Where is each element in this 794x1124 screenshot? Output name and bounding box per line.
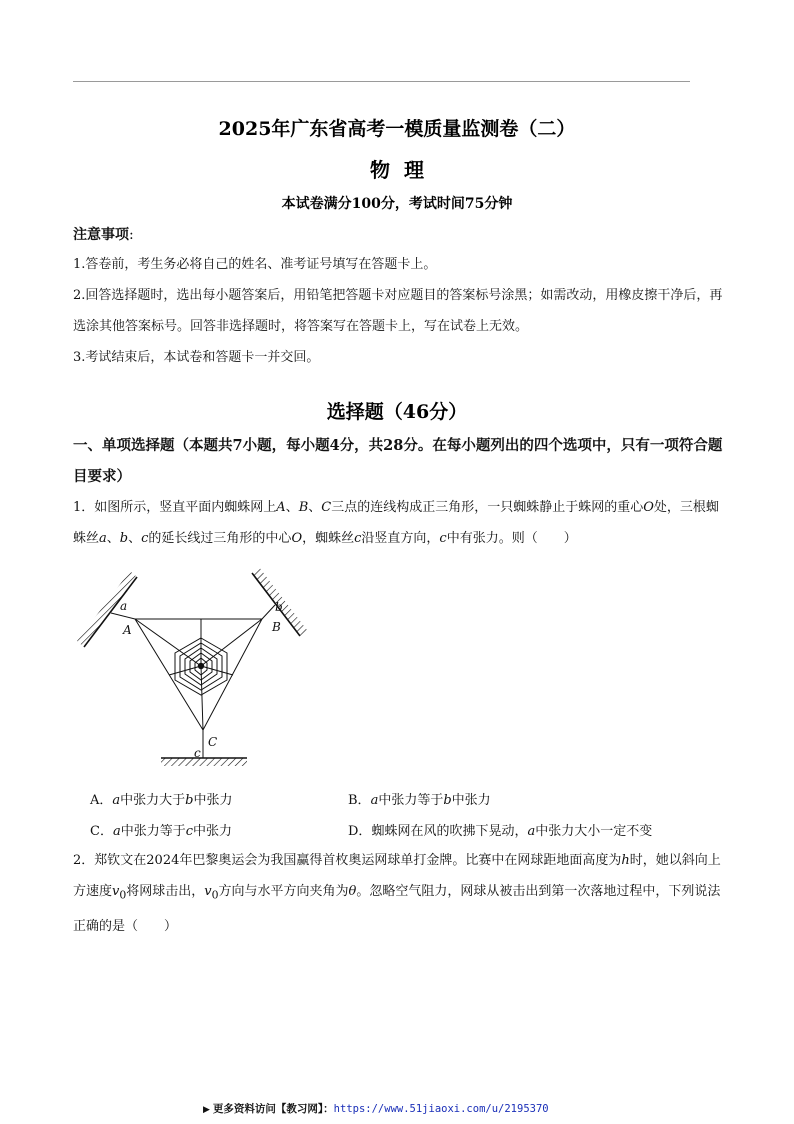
note-item-1: 1.答卷前，考生务必将自己的姓名、准考证号填写在答题卡上。 — [73, 257, 437, 272]
note-item-2: 2.回答选择题时，选出每小题答案后，用铅笔把答题卡对应题目的答案标号涂黑；如需改动，用橡皮擦干净后，再选涂其他答案标号。回答非选择题时，将答案写在答题卡上，写在试卷上无效。 — [73, 288, 723, 334]
part-heading: 一、单项选择题（本题共7小题，每小题4分，共28分。在每小题列出的四个选项中，只有一项符合题目要求） — [73, 437, 723, 485]
spider-web-figure — [75, 565, 307, 775]
option-c: C．a中张力等于c中张力 — [90, 824, 233, 839]
web-threads — [111, 605, 275, 758]
footer-promo: ▶ 更多资料访问【教习网】：https://www.51jiaoxi.com/u/2195370 — [203, 1103, 549, 1115]
option-a: A．a中张力大于b中张力 — [90, 793, 233, 808]
question-2-stem: 2．郑钦文在2024年巴黎奥运会为我国赢得首枚奥运网球单打金牌。比赛中在网球距地面高度为h时，她以斜向上方速度$v_0$将网球击出，$v_0$方向与水平方向夹角为θ。忽略空气阻力，网球从被击出到第一次落地过程中，下列说法正确的是（ ） — [73, 853, 721, 934]
exam-info: 本试卷满分100分，考试时间75分钟 — [281, 196, 513, 212]
subject-title: 物理 — [370, 158, 438, 182]
spider-dot — [198, 663, 204, 669]
label-c: c — [194, 746, 201, 760]
question-1-stem: 1．如图所示，竖直平面内蜘蛛网上A、B、C三点的连线构成正三角形，一只蜘蛛静止于蛛网的重心O处，三根蜘蛛丝a、b、c的延长线过三角形的中心O，蜘蛛丝c沿竖直方向，c中有张力。则（ ） — [73, 500, 719, 546]
note-item-3: 3.考试结束后，本试卷和答题卡一并交回。 — [73, 350, 320, 365]
page-title: 2025年广东省高考一模质量监测卷（二） — [218, 118, 576, 140]
notes-heading: 注意事项: — [73, 227, 134, 243]
section-title: 选择题（46分） — [326, 401, 468, 423]
label-b: b — [275, 600, 283, 614]
label-A: A — [123, 623, 132, 637]
top-divider — [73, 81, 690, 82]
ground — [161, 758, 247, 766]
label-B: B — [272, 620, 281, 634]
label-C: C — [208, 735, 218, 749]
option-b: B．a中张力等于b中张力 — [348, 793, 491, 808]
option-d: D．蜘蛛网在风的吹拂下晃动，a中张力大小一定不变 — [348, 824, 653, 839]
footer-link[interactable]: https://www.51jiaoxi.com/u/2195370 — [333, 1103, 549, 1115]
label-a: a — [120, 599, 128, 613]
flag-icon: ▶ — [203, 1105, 210, 1115]
